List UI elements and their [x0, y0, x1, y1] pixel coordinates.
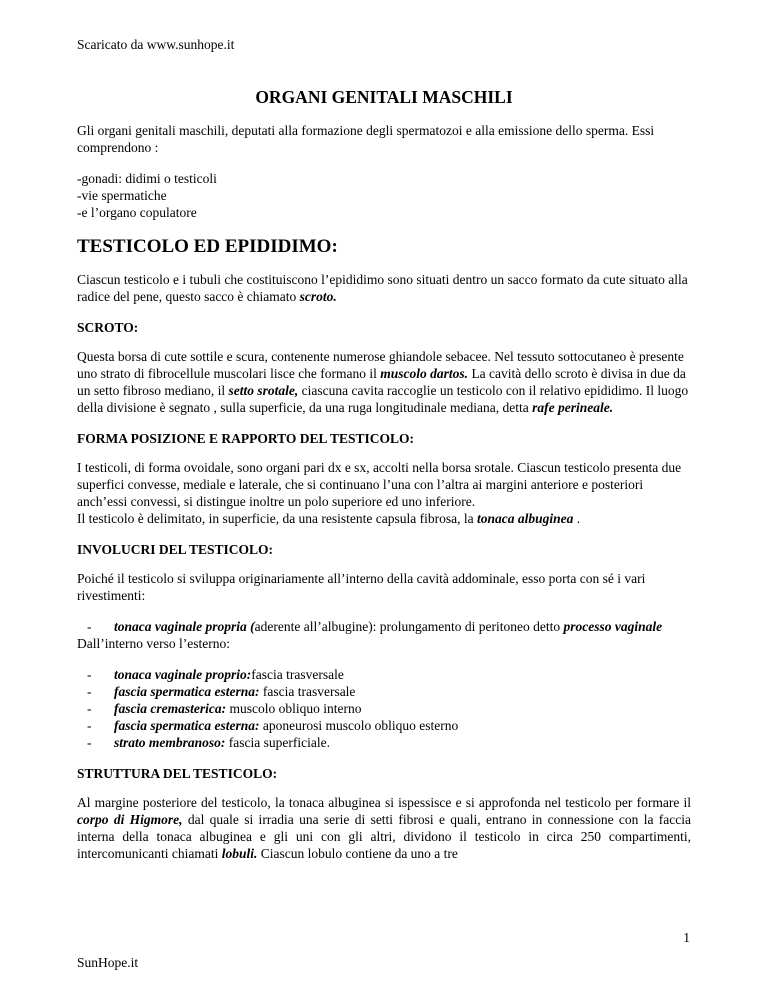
document-body — [77, 86, 691, 876]
intro-paragraph: Gli organi genitali maschili, deputati alla formazione degli spermatozoi e alla emissione dello sperma. Essi comprendono : — [77, 123, 655, 155]
involucri-list-item: - fascia spermatica esterna: aponeurosi muscolo obliquo esterno — [87, 718, 459, 733]
involucri-list — [77, 666, 691, 751]
forma-paragraph: I testicoli, di forma ovoidale, sono organi pari dx e sx, accolti nella borsa srotale. Ciascun testicolo presenta due superfici convesse, mediale e laterale, che si continuano l’una con l’altra ai margini anteriore e posteriori anch’essi convessi, si distingue inoltre un polo superiore ed uno inferiore. Il testicolo è delimitato, in superficie, da una resistente capsula fibrosa, la tonaca albuginea . — [77, 460, 682, 526]
struttura-paragraph: Al margine posteriore del testicolo, la tonaca albuginea si ispessisce e si approfonda nel testicolo per formare il corpo di Higmore, dal quale si irradia una serie di setti fibrosi e quali, entrano in connessione con la faccia interna della tonaca albuginea e gli uni con gli altri, dividono il testicolo in circa 250 compartimenti, intercomunicanti chiamati lobuli. Ciascun lobulo contiene da uno a tre — [77, 795, 692, 861]
intro-list-item: -gonadi: didimi o testicoli — [77, 171, 217, 186]
section-heading-testicolo: TESTICOLO ED EPIDIDIMO: — [77, 236, 338, 257]
intro-list-item: -vie spermatiche — [77, 188, 167, 203]
involucri-first-item: - tonaca vaginale propria (aderente all’albugine): prolungamento di peritoneo detto processo vaginale — [87, 619, 663, 634]
involucri-direction: Dall’interno verso l’esterno: — [77, 636, 230, 651]
subheading-scroto: SCROTO: — [77, 320, 139, 335]
involucri-list-item: - strato membranoso: fascia superficiale. — [87, 735, 330, 750]
document-title: ORGANI GENITALI MASCHILI — [255, 87, 513, 107]
subheading-involucri: INVOLUCRI DEL TESTICOLO: — [77, 542, 274, 557]
involucri-list-item: - fascia cremasterica: muscolo obliquo interno — [87, 701, 362, 716]
scroto-paragraph: Questa borsa di cute sottile e scura, contenente numerose ghiandole sebacee. Nel tessuto sottocutaneo è presente uno strato di fibrocellule muscolari lisce che formano il muscolo dartos. La cavità dello scroto è divisa in due da un setto fibroso mediano, il setto srotale, ciascuna cavita raccoglie un testicolo con il relativo epididimo. Il luogo della divisione è segnato , sulla superficie, da una ruga longitudinale mediana, detta rafe perineale. — [77, 349, 689, 415]
testicolo-paragraph: Ciascun testicolo e i tubuli che costituiscono l’epididimo sono situati dentro un sacco formato da cute situato alla radice del pene, questo sacco è chiamato scroto. — [77, 272, 688, 304]
involucri-intro: Poiché il testicolo si sviluppa originariamente all’interno della cavità addominale, esso porta con sé i vari rivestimenti: — [77, 571, 646, 603]
subheading-struttura: STRUTTURA DEL TESTICOLO: — [77, 766, 278, 781]
intro-list-item: -e l’organo copulatore — [77, 205, 197, 220]
involucri-list-item: - tonaca vaginale proprio:fascia trasversale — [87, 667, 344, 682]
page-number: 1 — [683, 930, 690, 945]
page-header-source: Scaricato da www.sunhope.it — [77, 37, 235, 52]
intro-list — [77, 170, 691, 221]
subheading-forma: FORMA POSIZIONE E RAPPORTO DEL TESTICOLO: — [77, 431, 414, 446]
involucri-list-item: - fascia spermatica esterna: fascia trasversale — [87, 684, 356, 699]
page-footer-site: SunHope.it — [77, 955, 139, 970]
